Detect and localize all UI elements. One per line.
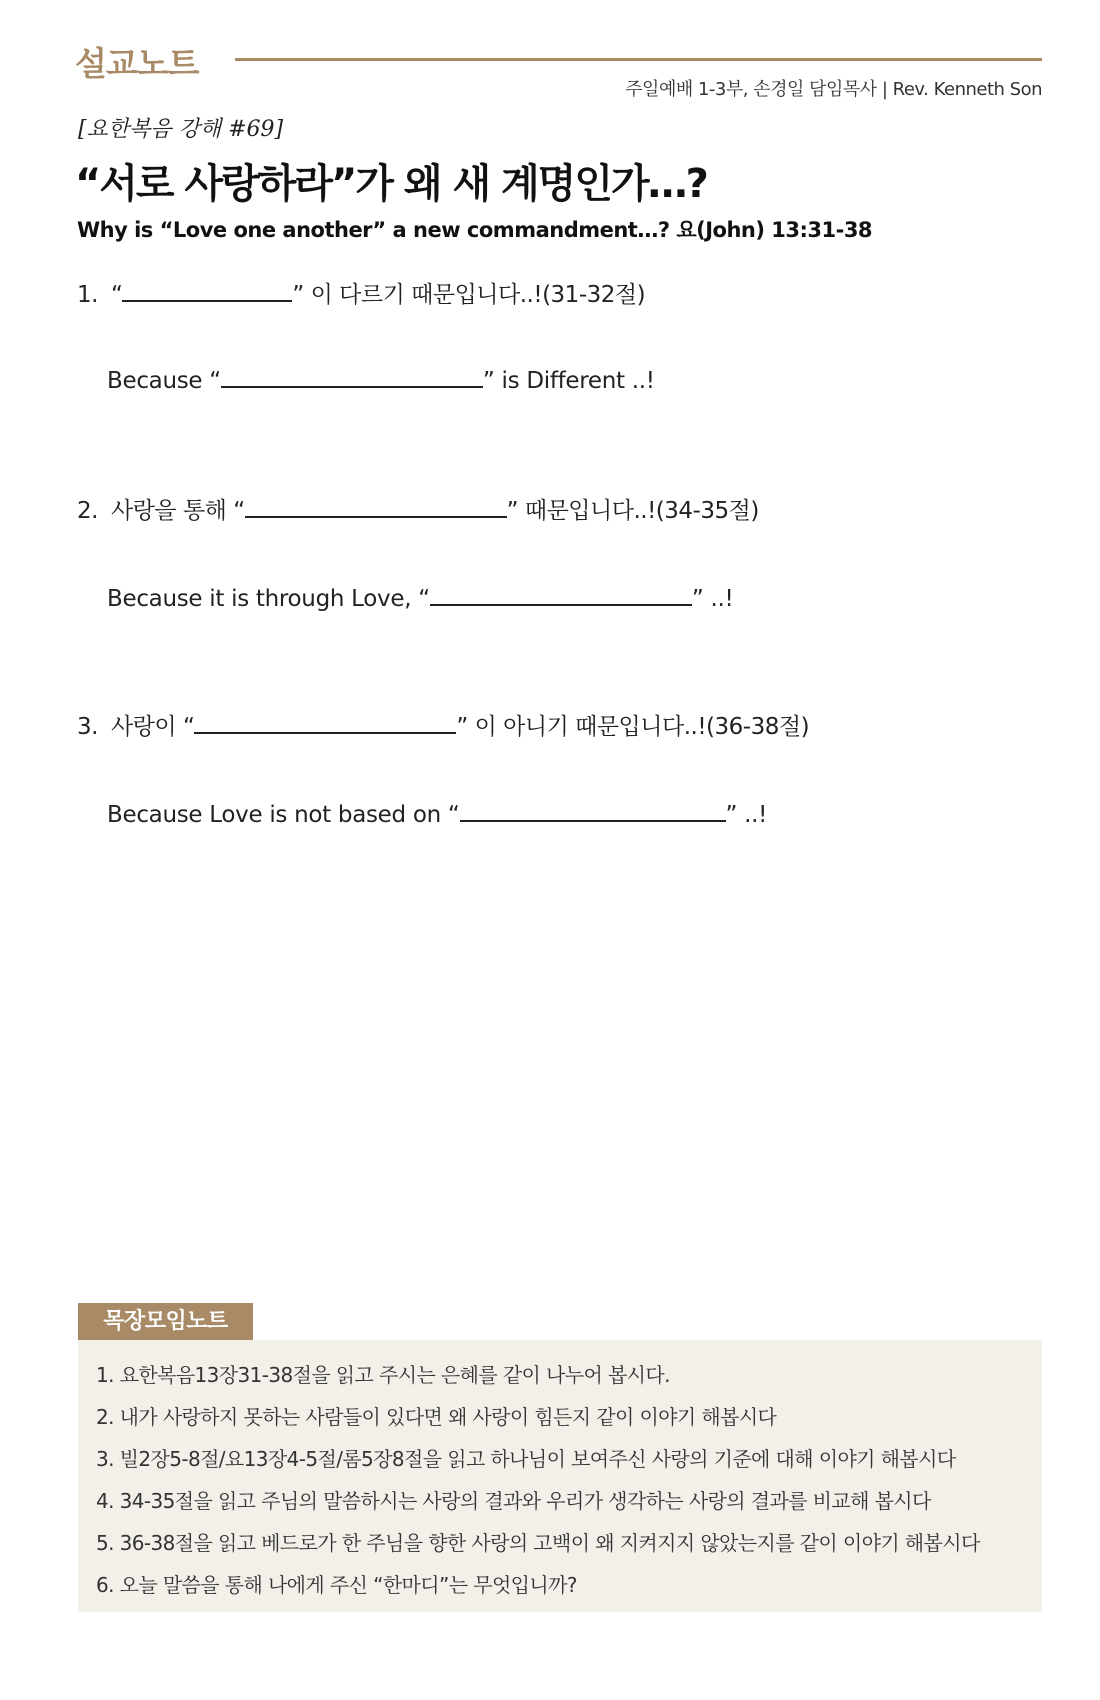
point-text-after: ” ..! — [691, 586, 734, 612]
point-1-english — [107, 364, 655, 394]
header-subtitle: 주일예배 1-3부, 손경일 담임목사 | Rev. Kenneth Son — [625, 79, 1042, 100]
point-number: 1. — [77, 282, 98, 308]
list-item: 2. 내가 사랑하지 못하는 사람들이 있다면 왜 사랑이 힘든지 같이 이야기 해봅시다 — [96, 1405, 777, 1429]
list-item: 3. 빌2장5-8절/요13장4-5절/롬5장8절을 읽고 하나님이 보여주신 사랑의 기준에 대해 이야기 해봅시다 — [96, 1447, 956, 1471]
point-text-before: 사랑이 “ — [111, 714, 195, 740]
point-text-before: 사랑을 통해 “ — [111, 498, 245, 524]
sermon-title-english: Why is “Love one another” a new commandment…? 요(John) 13:31-38 — [77, 218, 873, 242]
point-text-after: ” ..! — [725, 802, 768, 828]
point-2 — [77, 492, 759, 525]
point-1 — [77, 276, 645, 309]
list-item: 6. 오늘 말씀을 통해 나에게 주신 “한마디”는 무엇입니까? — [96, 1573, 577, 1597]
point-3-english — [107, 798, 767, 828]
point-number: 2. — [77, 498, 98, 524]
fill-in-blank[interactable] — [122, 278, 292, 302]
point-text-after: ” 이 아니기 때문입니다..!(36-38절) — [456, 714, 810, 740]
point-text-after: ” is Different ..! — [482, 368, 655, 394]
fill-in-blank[interactable] — [221, 364, 483, 388]
point-text-after: ” 이 다르기 때문입니다..!(31-32절) — [292, 282, 646, 308]
list-item: 5. 36-38절을 읽고 베드로가 한 주님을 향한 사랑의 고백이 왜 지켜지지 않았는지를 같이 이야기 해봅시다 — [96, 1531, 980, 1555]
fill-in-blank[interactable] — [194, 710, 456, 734]
sermon-series-label: [요한복음 강해 #69] — [78, 117, 284, 142]
point-2-english — [107, 582, 733, 612]
point-text-before: Because “ — [107, 368, 221, 394]
header-title: 설교노트 — [75, 44, 199, 83]
header-divider — [235, 58, 1042, 61]
fill-in-blank[interactable] — [460, 798, 726, 822]
point-3 — [77, 708, 809, 741]
point-text-after: ” 때문입니다..!(34-35절) — [506, 498, 759, 524]
sermon-title: “서로 사랑하라”가 왜 새 계명인가…? — [75, 161, 707, 207]
point-text-before: Because Love is not based on “ — [107, 802, 460, 828]
list-item: 1. 요한복음13장31-38절을 읽고 주시는 은혜를 같이 나누어 봅시다. — [96, 1363, 670, 1387]
fill-in-blank[interactable] — [430, 582, 692, 606]
fill-in-blank[interactable] — [245, 494, 507, 518]
point-number: 3. — [77, 714, 98, 740]
point-text-before: Because it is through Love, “ — [107, 586, 430, 612]
cell-note-box — [78, 1340, 1042, 1612]
point-text-before: “ — [111, 282, 123, 308]
list-item: 4. 34-35절을 읽고 주님의 말씀하시는 사랑의 결과와 우리가 생각하는 사랑의 결과를 비교해 봅시다 — [96, 1489, 931, 1513]
cell-note-title: 목장모임노트 — [78, 1303, 253, 1341]
cell-note-list — [78, 1340, 1042, 1606]
